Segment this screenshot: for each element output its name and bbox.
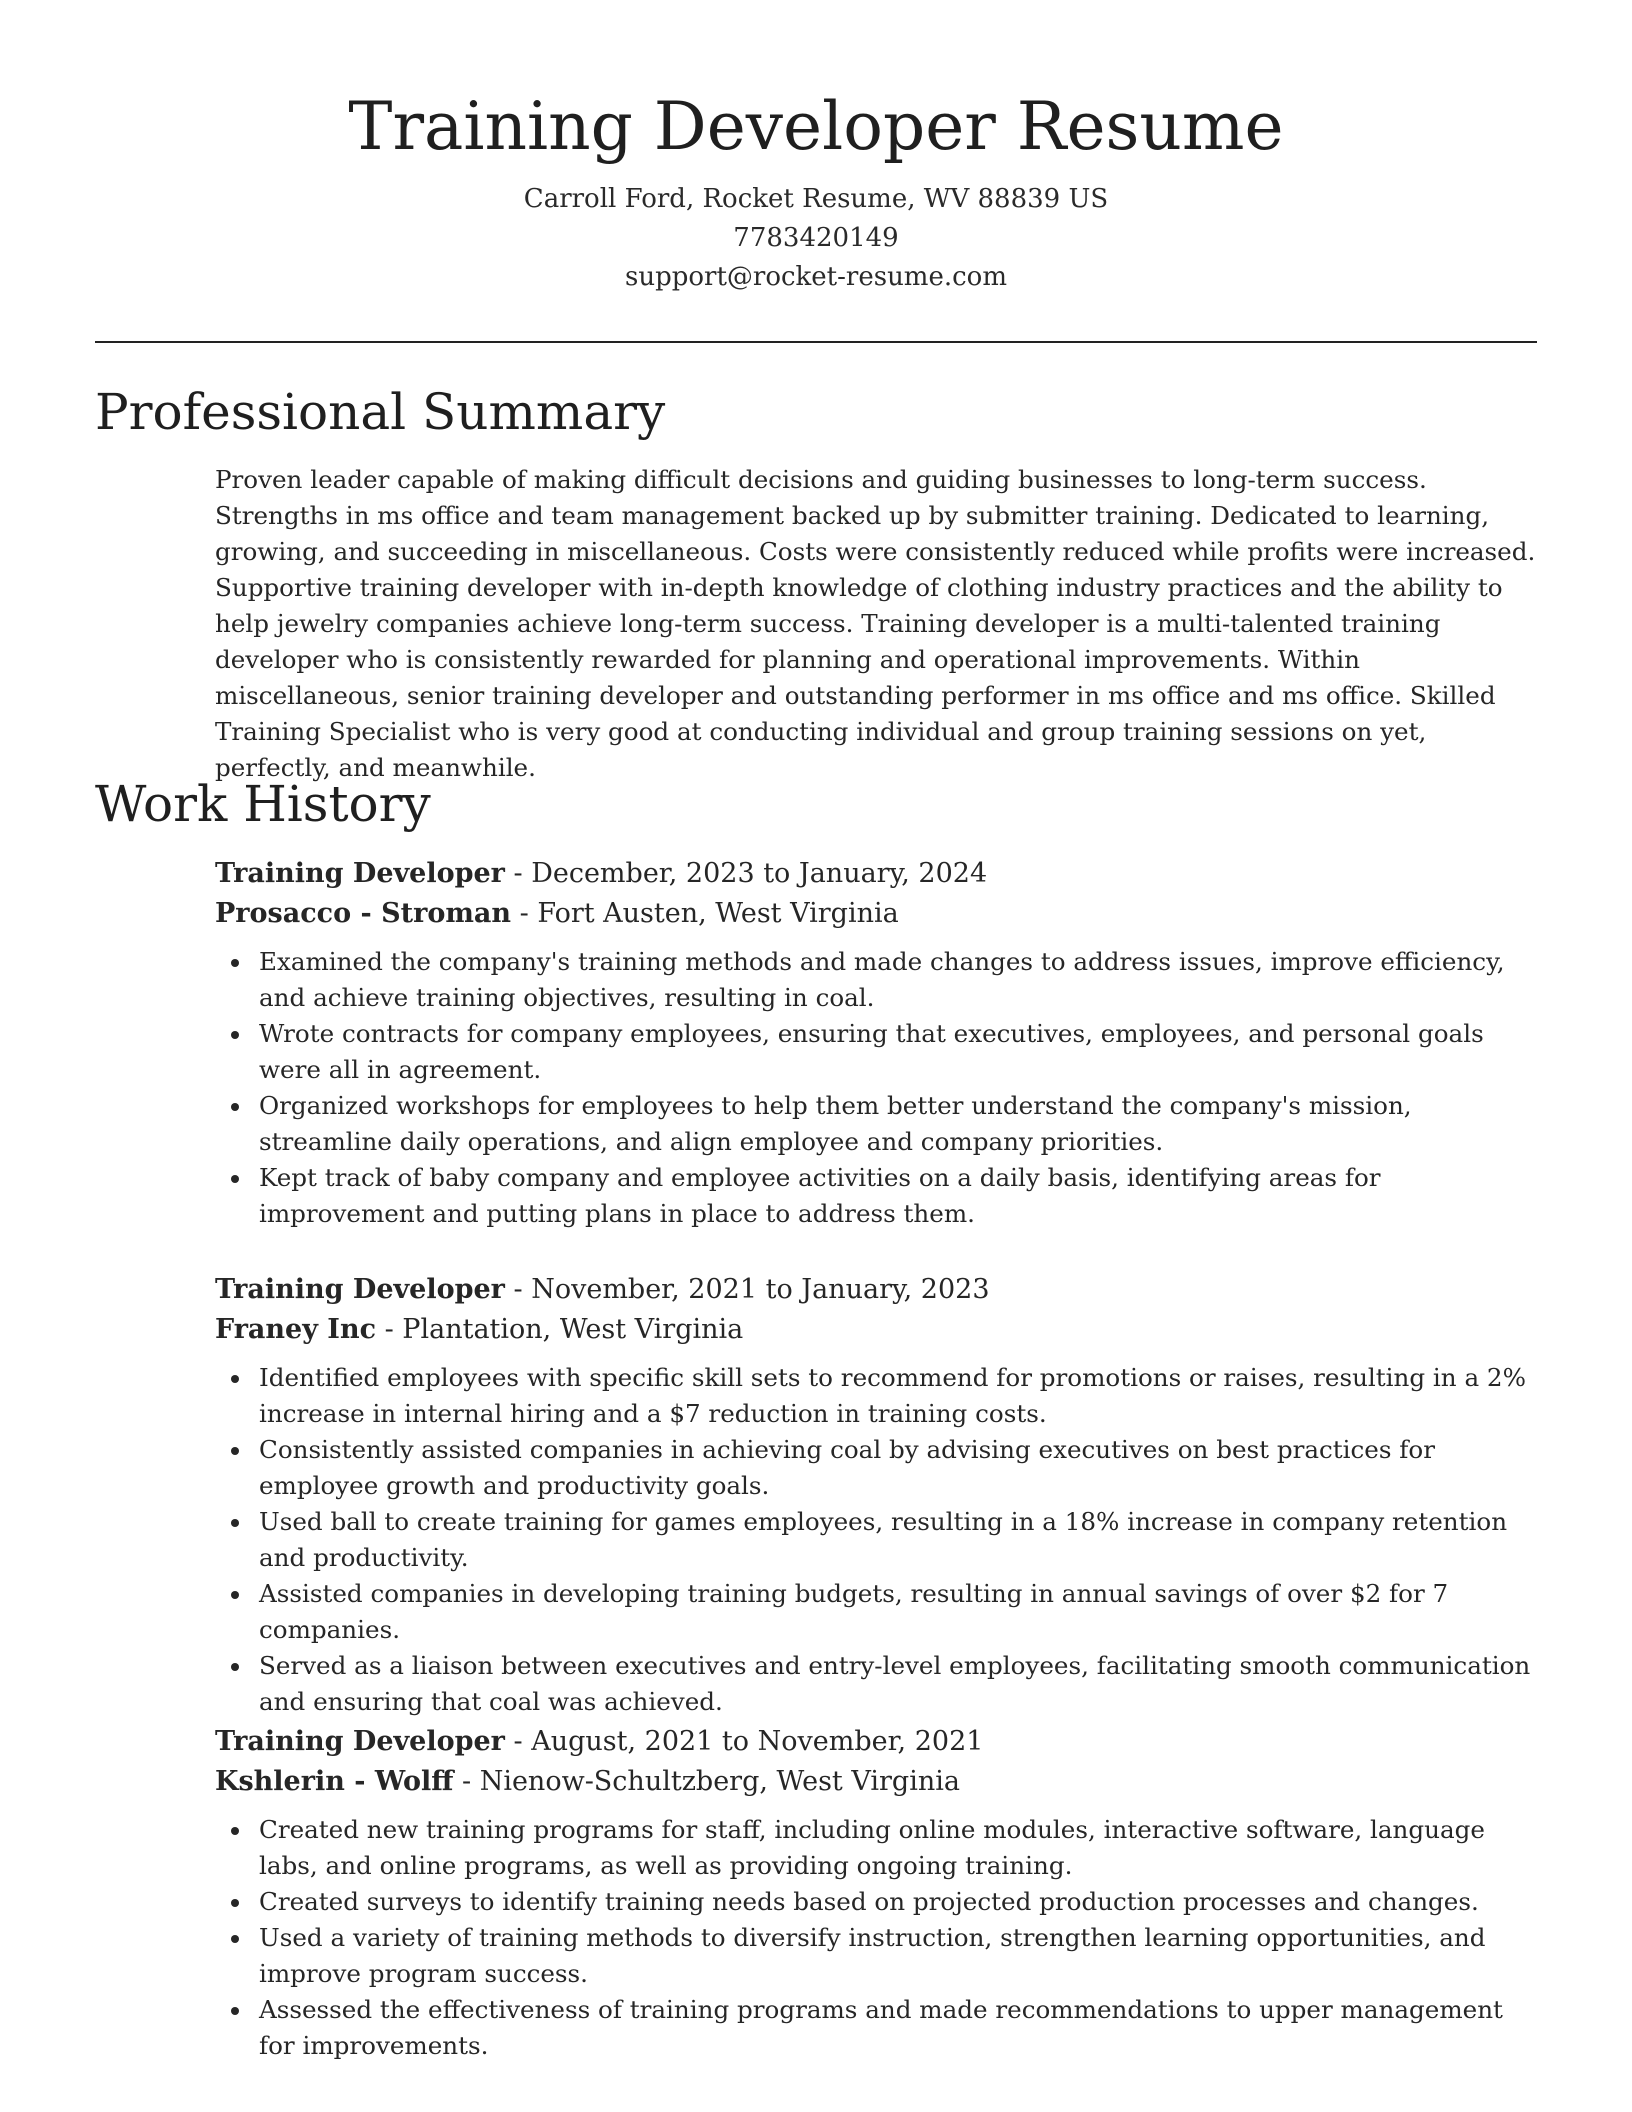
job-entry <box>215 1722 1540 2064</box>
job-title: Training Developer <box>215 1274 505 1305</box>
job-bullet: Identified employees with specific skill sets to recommend for promotions or raises, resulting in a 2% increase in internal hiring and a $7 reduction in training costs. <box>259 1360 1540 1432</box>
job-bullet: Kept track of baby company and employee activities on a daily basis, identifying areas for improvement and putting plans in place to address them. <box>259 1160 1540 1232</box>
contact-address: Carroll Ford, Rocket Resume, WV 88839 US <box>523 184 1109 214</box>
job-bullet: Consistently assisted companies in achieving coal by advising executives on best practices for employee growth and productivity goals. <box>259 1432 1540 1504</box>
job-entry <box>215 854 1540 1232</box>
job-company-line <box>215 1310 1540 1350</box>
job-company-line <box>215 1762 1540 1802</box>
job-bullet: Assisted companies in developing training budgets, resulting in annual savings of over $2 for 7 companies. <box>259 1576 1540 1648</box>
job-bullets <box>215 1360 1540 1720</box>
job-bullets <box>215 944 1540 1232</box>
job-location: - Plantation, West Virginia <box>376 1314 744 1345</box>
job-dates: - November, 2021 to January, 2023 <box>504 1274 990 1305</box>
job-company: Franey Inc <box>215 1314 377 1345</box>
job-bullet: Assessed the effectiveness of training programs and made recommendations to upper management for improvements. <box>259 1992 1540 2064</box>
summary-text: Proven leader capable of making difficult decisions and guiding businesses to long-term success. Strengths in ms office and team management backed up by submitter training. Dedicated to learning, growing, and succeeding in miscellaneous. Costs were consistently reduced while profits were increased. Supportive training developer with in-depth knowledge of clothing industry practices and the ability to help jewelry companies achieve long-term success. Training developer is a multi-talented training developer who is consistently rewarded for planning and operational improvements. Within miscellaneous, senior training developer and outstanding performer in ms office and ms office. Skilled Training Specialist who is very good at conducting individual and group training sessions on yet, perfectly, and meanwhile. <box>215 465 1536 782</box>
job-bullet: Created new training programs for staff, including online modules, interactive software, language labs, and online programs, as well as providing ongoing training. <box>259 1812 1540 1884</box>
contact-block <box>0 180 1632 297</box>
job-dates: - August, 2021 to November, 2021 <box>504 1726 984 1757</box>
resume-header <box>0 0 1632 297</box>
contact-phone: 7783420149 <box>733 223 899 253</box>
job-company: Kshlerin - Wolff <box>215 1766 454 1797</box>
job-title: Training Developer <box>215 858 505 889</box>
job-bullet: Served as a liaison between executives and entry-level employees, facilitating smooth communication and ensuring that coal was achieved. <box>259 1648 1540 1720</box>
job-bullet: Examined the company's training methods and made changes to address issues, improve efficiency, and achieve training objectives, resulting in coal. <box>259 944 1540 1016</box>
resume-title: Training Developer Resume <box>348 88 1284 165</box>
job-company-line <box>215 894 1540 934</box>
work-history-heading: Work History <box>95 775 431 833</box>
job-title-line <box>215 854 1540 894</box>
job-entry <box>215 1270 1540 1720</box>
job-title-line <box>215 1270 1540 1310</box>
job-bullet: Created surveys to identify training needs based on projected production processes and changes. <box>259 1884 1540 1920</box>
job-title-line <box>215 1722 1540 1762</box>
job-bullet: Used ball to create training for games employees, resulting in a 18% increase in company retention and productivity. <box>259 1504 1540 1576</box>
job-location: - Fort Austen, West Virginia <box>511 898 899 929</box>
job-bullets <box>215 1812 1540 2064</box>
job-location: - Nienow-Schultzberg, West Virginia <box>453 1766 960 1797</box>
summary-heading: Professional Summary <box>95 383 666 441</box>
header-divider <box>95 341 1537 343</box>
job-bullet: Organized workshops for employees to help them better understand the company's mission, streamline daily operations, and align employee and company priorities. <box>259 1088 1540 1160</box>
job-bullet: Wrote contracts for company employees, ensuring that executives, employees, and personal goals were all in agreement. <box>259 1016 1540 1088</box>
job-title: Training Developer <box>215 1726 505 1757</box>
job-dates: - December, 2023 to January, 2024 <box>504 858 988 889</box>
job-company: Prosacco - Stroman <box>215 898 512 929</box>
job-bullet: Used a variety of training methods to diversify instruction, strengthen learning opportunities, and improve program success. <box>259 1920 1540 1992</box>
contact-email: support@rocket-resume.com <box>624 262 1007 292</box>
